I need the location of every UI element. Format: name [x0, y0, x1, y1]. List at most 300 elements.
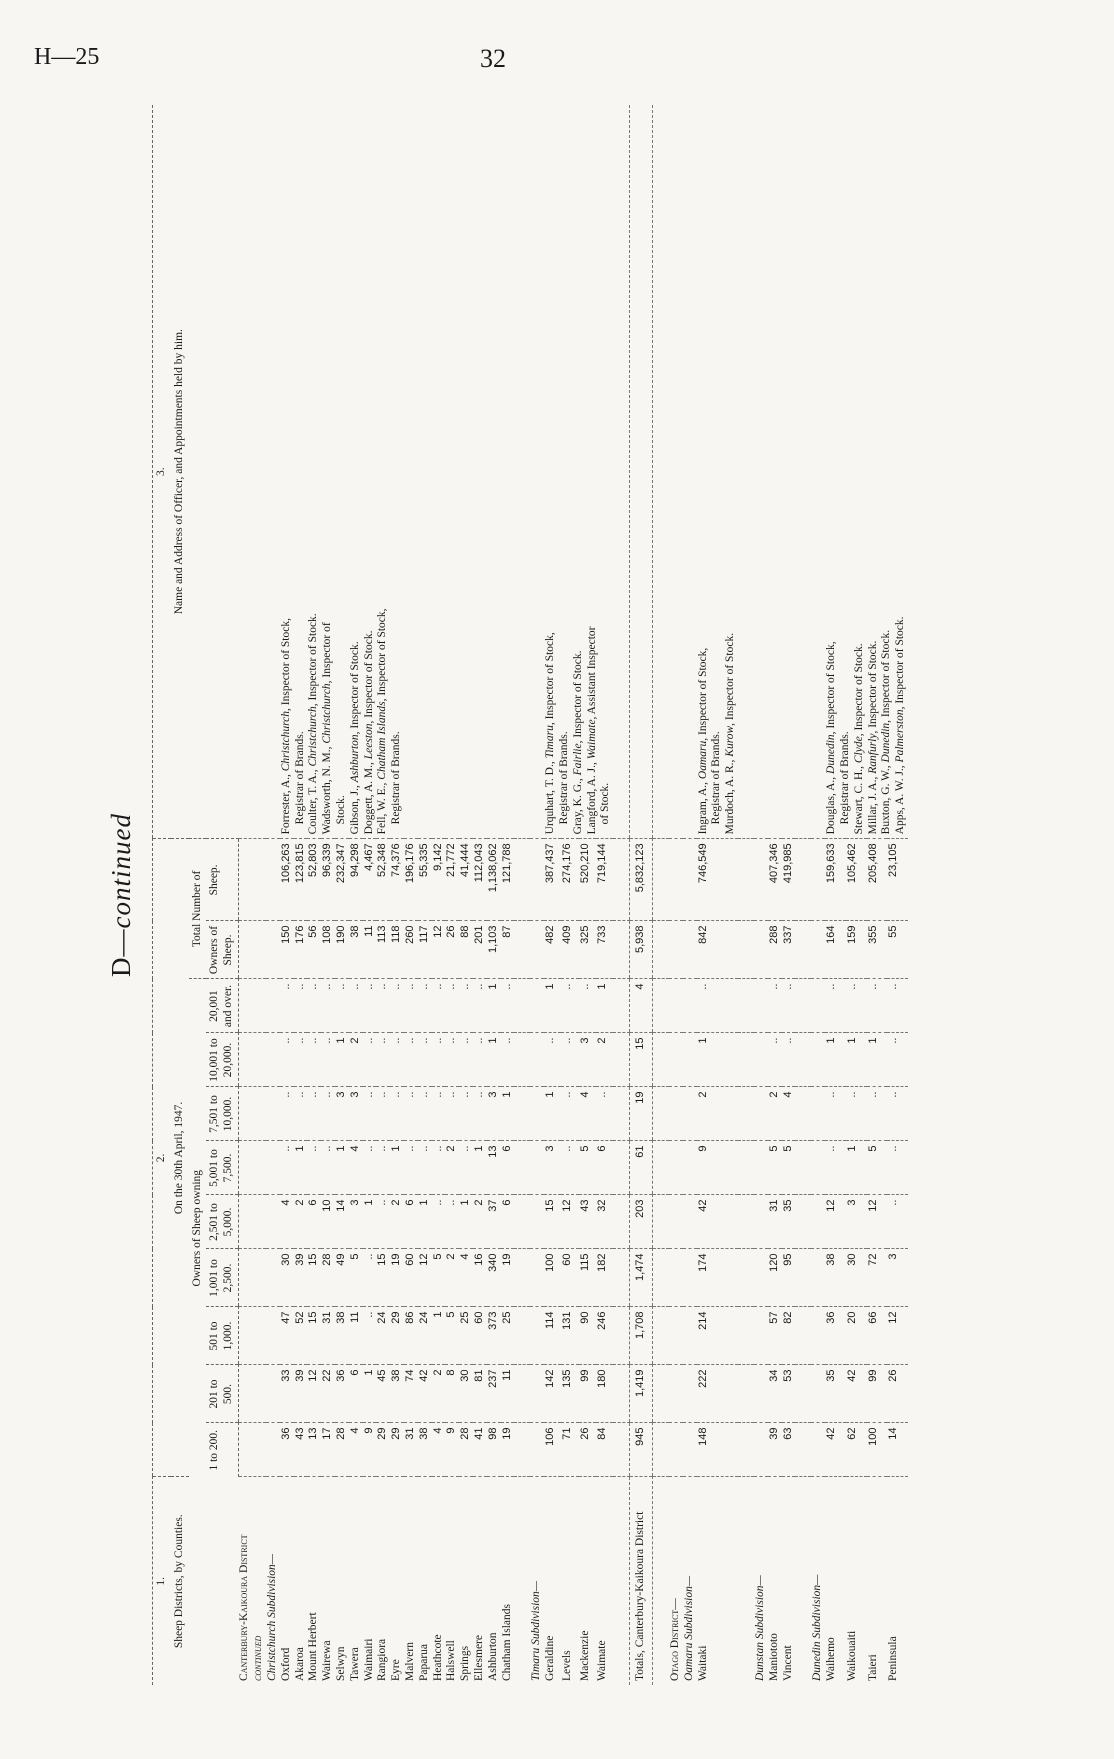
range-count: .. [363, 1249, 377, 1307]
officer-place: Christchurch [321, 683, 334, 744]
range-count: 100 [544, 1249, 561, 1307]
range-count: 12 [825, 1195, 846, 1249]
range-count: 1 [846, 1033, 867, 1087]
range-count: 3 [579, 1033, 596, 1087]
county-name: Waihemo [825, 1637, 838, 1681]
officer-place: Christchurch [307, 706, 320, 767]
range-count: .. [349, 979, 363, 1033]
total-sheep: 1,138,062 [487, 839, 501, 921]
empty-cell [683, 921, 697, 979]
total-sheep: 74,376 [390, 839, 404, 921]
empty-cell [738, 1249, 754, 1307]
empty-cell [238, 1249, 266, 1307]
range-count: 49 [335, 1249, 349, 1307]
range-heading: 20,001 and over. [206, 979, 238, 1033]
range-count: .. [307, 1087, 321, 1141]
officer-place: Waimate [585, 719, 598, 760]
officer-role-cont: Registrar of Brands. [838, 731, 851, 825]
range-count: 5 [579, 1141, 596, 1195]
total-sheep: 9,142 [432, 839, 446, 921]
spacer-row [795, 105, 811, 1685]
empty-cell [514, 105, 530, 839]
total-owners: 409 [561, 921, 578, 979]
rotated-page-body [104, 105, 1044, 1685]
range-count: .. [390, 1033, 404, 1087]
total-sheep: 105,462 [846, 839, 867, 921]
range-count: 1 [846, 1141, 867, 1195]
empty-cell [613, 1477, 630, 1685]
range-count: 1 [363, 1365, 377, 1423]
county-name: Springs [459, 1645, 472, 1681]
empty-cell [669, 105, 683, 839]
officer-place: Timaru [544, 725, 557, 759]
range-count: 1 [596, 979, 613, 1033]
empty-cell [683, 1033, 697, 1087]
range-count: 52 [294, 1307, 308, 1365]
empty-cell [266, 1307, 280, 1365]
county-name: Mount Herbert [307, 1612, 320, 1681]
table-row [768, 105, 782, 1685]
range-count: 5 [349, 1249, 363, 1307]
range-count: 62 [846, 1423, 867, 1477]
empty-cell [238, 1087, 266, 1141]
officer-name: Ingram, A., [696, 779, 709, 835]
officer-role-cont: of Stock. [599, 782, 612, 825]
range-count: 8 [445, 1365, 459, 1423]
county-name: Waitaki [696, 1645, 709, 1681]
range-count: .. [445, 1033, 459, 1087]
total-sheep: 159,633 [825, 839, 846, 921]
empty-cell [795, 979, 811, 1033]
total-owners: 113 [376, 921, 390, 979]
empty-cell [669, 921, 683, 979]
empty-cell [530, 1033, 544, 1087]
empty-cell [754, 839, 768, 921]
district-heading-row [238, 105, 266, 1685]
empty-cell [738, 1195, 754, 1249]
sheep-heading: Sheep. [206, 839, 238, 921]
range-count: 4 [349, 1141, 363, 1195]
range-count: 74 [404, 1365, 418, 1423]
range-count: .. [825, 979, 846, 1033]
officer-role: , Assistant Inspector [585, 626, 598, 720]
range-count: 12 [867, 1195, 888, 1249]
county-name: Ellesmere [473, 1635, 486, 1681]
subdivision-heading-row [754, 105, 768, 1685]
range-count: 114 [544, 1307, 561, 1365]
range-heading: 501 to 1,000. [206, 1307, 238, 1365]
range-count: 115 [579, 1249, 596, 1307]
range-count: 1 [825, 1033, 846, 1087]
range-count: .. [846, 1087, 867, 1141]
total-owners: 288 [768, 921, 782, 979]
county-name: Selwyn [335, 1646, 348, 1681]
range-count: 22 [321, 1365, 335, 1423]
range-count: 1 [390, 1141, 404, 1195]
officer-role: , Inspector of Stock. [852, 643, 865, 737]
total-sheep: 4,467 [363, 839, 377, 921]
range-count: .. [321, 1141, 335, 1195]
range-count: .. [473, 979, 487, 1033]
range-count: 32 [596, 1195, 613, 1249]
officer-entry [572, 109, 586, 834]
range-count: 60 [561, 1249, 578, 1307]
officer-entry [280, 109, 308, 834]
range-count: 30 [280, 1249, 294, 1307]
totals-sheep: 5,832,123 [630, 839, 653, 921]
range-count: 43 [294, 1423, 308, 1477]
range-count: .. [697, 979, 738, 1033]
range-count: .. [459, 979, 473, 1033]
empty-cell [795, 1477, 811, 1685]
totals-count: 15 [630, 1033, 653, 1087]
empty-cell [530, 1423, 544, 1477]
officer-place: Christchurch [279, 710, 292, 772]
officer-entry [349, 109, 363, 834]
subdivision-heading-row [530, 105, 544, 1685]
empty-cell [266, 979, 280, 1033]
table-row [544, 105, 561, 1685]
range-count: 71 [561, 1423, 578, 1477]
officer-name: Urquhart, T. D., [544, 758, 557, 835]
range-count: 30 [846, 1249, 867, 1307]
total-owners: 56 [307, 921, 321, 979]
range-count: .. [473, 1087, 487, 1141]
officer-role: , Inspector of Stock. [362, 630, 375, 724]
range-count: 17 [321, 1423, 335, 1477]
total-group-heading: Total Number of [189, 839, 207, 979]
range-count: 39 [768, 1423, 782, 1477]
county-name: Eyre [390, 1659, 403, 1681]
range-count: 42 [825, 1423, 846, 1477]
empty-cell [738, 1477, 754, 1685]
empty-cell [514, 1477, 530, 1685]
range-count: 47 [280, 1307, 294, 1365]
range-count: .. [376, 979, 390, 1033]
empty-cell [754, 1141, 768, 1195]
range-count: 90 [579, 1307, 596, 1365]
range-count: .. [544, 1033, 561, 1087]
range-count: .. [376, 1141, 390, 1195]
range-count: .. [825, 1087, 846, 1141]
range-count: .. [887, 1141, 908, 1195]
totals-count: 4 [630, 979, 653, 1033]
range-count: 3 [544, 1141, 561, 1195]
empty-cell [613, 1249, 630, 1307]
officer-place: Dunedin [825, 734, 838, 774]
officer-cell [697, 105, 738, 839]
range-count: .. [280, 1033, 294, 1087]
range-count: .. [867, 1087, 888, 1141]
empty-cell [669, 1307, 683, 1365]
total-owners: 88 [459, 921, 473, 979]
empty-cell [683, 1141, 697, 1195]
range-count: .. [376, 1195, 390, 1249]
empty-cell [653, 1033, 670, 1087]
total-sheep: 196,176 [404, 839, 418, 921]
range-count: 2 [768, 1087, 782, 1141]
range-count: .. [280, 979, 294, 1033]
range-count: .. [768, 979, 782, 1033]
range-count: 20 [846, 1307, 867, 1365]
range-count: 12 [307, 1365, 321, 1423]
range-count: 9 [445, 1423, 459, 1477]
range-count: 60 [473, 1307, 487, 1365]
empty-cell [811, 979, 825, 1033]
range-heading: 7,501 to 10,000. [206, 1087, 238, 1141]
officer-name: Gibson, J., [348, 782, 361, 835]
empty-cell [238, 1307, 266, 1365]
total-sheep: 52,348 [376, 839, 390, 921]
range-count: 82 [782, 1307, 796, 1365]
range-count: 39 [294, 1249, 308, 1307]
empty-cell [738, 1141, 754, 1195]
range-count: 11 [501, 1365, 515, 1423]
total-owners: 190 [335, 921, 349, 979]
total-owners: 260 [404, 921, 418, 979]
range-count: 14 [887, 1423, 908, 1477]
officer-entry [363, 109, 377, 834]
range-count: 81 [473, 1365, 487, 1423]
subdivision-heading-row [683, 105, 697, 1685]
empty-cell [811, 1365, 825, 1423]
col1-number: 1. [153, 1477, 171, 1685]
range-count: 53 [782, 1365, 796, 1423]
range-count: .. [579, 979, 596, 1033]
range-count: .. [846, 979, 867, 1033]
range-count: .. [418, 1033, 432, 1087]
empty-cell [613, 1195, 630, 1249]
officer-entry [697, 109, 725, 834]
range-count: .. [404, 979, 418, 1033]
range-count: .. [596, 1087, 613, 1141]
county-name: Heathcote [431, 1634, 444, 1681]
range-count: 63 [782, 1423, 796, 1477]
county-name: Peninsula [887, 1636, 900, 1681]
officer-place: Dunedin [880, 722, 893, 763]
officer-role: , Inspector of Stock. [894, 616, 907, 710]
officer-place: Palmerston [894, 709, 907, 763]
range-count: .. [768, 1033, 782, 1087]
range-count: 60 [404, 1249, 418, 1307]
county-name: Akaroa [293, 1647, 306, 1681]
county-name: Malvern [404, 1642, 417, 1681]
range-count: 4 [349, 1423, 363, 1477]
total-owners: 55 [887, 921, 908, 979]
officer-role: , Inspector of Stock. [348, 641, 361, 735]
spacer-row [613, 105, 630, 1685]
range-count: 33 [280, 1365, 294, 1423]
col2-date: On the 30th April, 1947. [171, 839, 189, 1477]
range-count: 6 [596, 1141, 613, 1195]
range-count: 57 [768, 1307, 782, 1365]
page-title [106, 105, 137, 1685]
range-count: 99 [867, 1365, 888, 1423]
total-sheep: 121,788 [501, 839, 515, 921]
empty-cell [754, 1423, 768, 1477]
empty-cell [514, 979, 530, 1033]
range-count: 19 [390, 1249, 404, 1307]
county-name: Halswell [445, 1640, 458, 1681]
range-count: 38 [390, 1365, 404, 1423]
range-count: .. [887, 1195, 908, 1249]
county-name: Maniototo [767, 1633, 780, 1681]
range-count: .. [501, 979, 515, 1033]
officer-role: , Inspector of Stock. [571, 650, 584, 744]
subdivision-heading: Dunedin Subdivision— [811, 1574, 824, 1681]
range-count: 2 [445, 1141, 459, 1195]
range-count: .. [825, 1141, 846, 1195]
empty-cell [653, 1307, 670, 1365]
empty-cell [754, 1033, 768, 1087]
empty-cell [811, 1423, 825, 1477]
empty-cell [653, 921, 670, 979]
range-count: .. [363, 1141, 377, 1195]
range-count: .. [280, 1141, 294, 1195]
empty-cell [613, 839, 630, 921]
empty-cell [653, 839, 670, 921]
empty-cell [653, 1195, 670, 1249]
range-count: 31 [321, 1307, 335, 1365]
total-sheep: 21,772 [445, 839, 459, 921]
officer-role: , Inspector of Stock. [880, 629, 893, 723]
empty-cell [768, 105, 796, 839]
range-count: 42 [697, 1195, 738, 1249]
total-owners: 176 [294, 921, 308, 979]
county-name: Chatham Islands [500, 1604, 513, 1681]
empty-cell [514, 1249, 530, 1307]
empty-cell [795, 1365, 811, 1423]
range-count: 31 [768, 1195, 782, 1249]
range-heading: 1,001 to 2,500. [206, 1249, 238, 1307]
range-count: .. [432, 1195, 446, 1249]
empty-cell [683, 105, 697, 839]
officer-place: Leeston [362, 723, 375, 760]
county-name: Oxford [279, 1647, 292, 1681]
officer-role: , Inspector of Stock, [279, 618, 292, 711]
range-count: 10 [321, 1195, 335, 1249]
range-count: 4 [782, 1087, 796, 1141]
range-count: 36 [280, 1423, 294, 1477]
total-owners: 325 [579, 921, 596, 979]
range-count: .. [294, 1033, 308, 1087]
total-sheep: 205,408 [867, 839, 888, 921]
range-count: .. [404, 1141, 418, 1195]
range-count: 174 [697, 1249, 738, 1307]
range-count: 214 [697, 1307, 738, 1365]
empty-cell [266, 839, 280, 921]
range-count: 12 [418, 1249, 432, 1307]
empty-cell [683, 1423, 697, 1477]
range-count: 29 [390, 1307, 404, 1365]
empty-cell [811, 839, 825, 921]
range-count: 34 [768, 1365, 782, 1423]
empty-cell [653, 1423, 670, 1477]
totals-row [630, 105, 653, 1685]
range-count: 1 [335, 1141, 349, 1195]
empty-cell [754, 1249, 768, 1307]
empty-cell [238, 1195, 266, 1249]
range-count: 42 [418, 1365, 432, 1423]
empty-cell [683, 839, 697, 921]
officer-role-cont: Registrar of Brands. [558, 731, 571, 825]
county-name: Levels [561, 1650, 574, 1681]
total-sheep: 55,335 [418, 839, 432, 921]
range-count: 2 [473, 1195, 487, 1249]
col1-heading: Sheep Districts, by Counties. [172, 1514, 185, 1649]
empty-cell [811, 1141, 825, 1195]
range-count: 5 [432, 1249, 446, 1307]
range-count: 11 [349, 1307, 363, 1365]
table-body [238, 105, 907, 1685]
empty-cell [795, 1087, 811, 1141]
empty-cell [653, 1477, 670, 1685]
empty-cell [738, 1087, 754, 1141]
officer-role-cont: Registrar of Brands. [710, 731, 723, 825]
range-count: 95 [782, 1249, 796, 1307]
totals-label: Totals, Canterbury-Kaikoura District [630, 1477, 653, 1685]
range-count: 246 [596, 1307, 613, 1365]
officer-name: Gray, K. G., [571, 775, 584, 835]
range-count: .. [418, 979, 432, 1033]
range-count: 1 [501, 1087, 515, 1141]
range-count: 30 [459, 1365, 473, 1423]
subdivision-heading-row [811, 105, 825, 1685]
empty-cell [530, 1249, 544, 1307]
range-count: .. [432, 1033, 446, 1087]
range-count: 373 [487, 1307, 501, 1365]
range-count: .. [459, 1033, 473, 1087]
range-count: 120 [768, 1249, 782, 1307]
range-count: 1 [363, 1195, 377, 1249]
range-count: 1 [418, 1195, 432, 1249]
total-sheep: 23,105 [887, 839, 908, 921]
empty-cell [754, 1365, 768, 1423]
empty-cell [738, 1033, 754, 1087]
range-count: .. [307, 1033, 321, 1087]
empty-cell [683, 1195, 697, 1249]
total-sheep: 96,339 [321, 839, 335, 921]
total-owners: 733 [596, 921, 613, 979]
empty-cell [738, 839, 754, 921]
range-count: .. [561, 1087, 578, 1141]
table-row [825, 105, 846, 1685]
empty-cell [795, 1249, 811, 1307]
total-owners: 108 [321, 921, 335, 979]
total-owners: 38 [349, 921, 363, 979]
empty-cell [683, 1365, 697, 1423]
range-count: 2 [294, 1195, 308, 1249]
range-count: 41 [473, 1423, 487, 1477]
totals-count: 1,419 [630, 1365, 653, 1423]
empty-cell [738, 1307, 754, 1365]
range-count: 9 [363, 1423, 377, 1477]
total-sheep: 106,263 [280, 839, 294, 921]
totals-owners: 5,938 [630, 921, 653, 979]
total-owners: 337 [782, 921, 796, 979]
officer-name: Apps, A. W. J., [894, 762, 907, 835]
range-count: 2 [349, 1033, 363, 1087]
empty-cell [514, 1307, 530, 1365]
empty-cell [238, 1033, 266, 1087]
total-owners: 201 [473, 921, 487, 979]
range-count: .. [459, 1087, 473, 1141]
empty-cell [238, 839, 266, 921]
empty-cell [613, 1033, 630, 1087]
empty-cell [795, 839, 811, 921]
empty-cell [238, 1423, 266, 1477]
total-sheep: 123,815 [294, 839, 308, 921]
